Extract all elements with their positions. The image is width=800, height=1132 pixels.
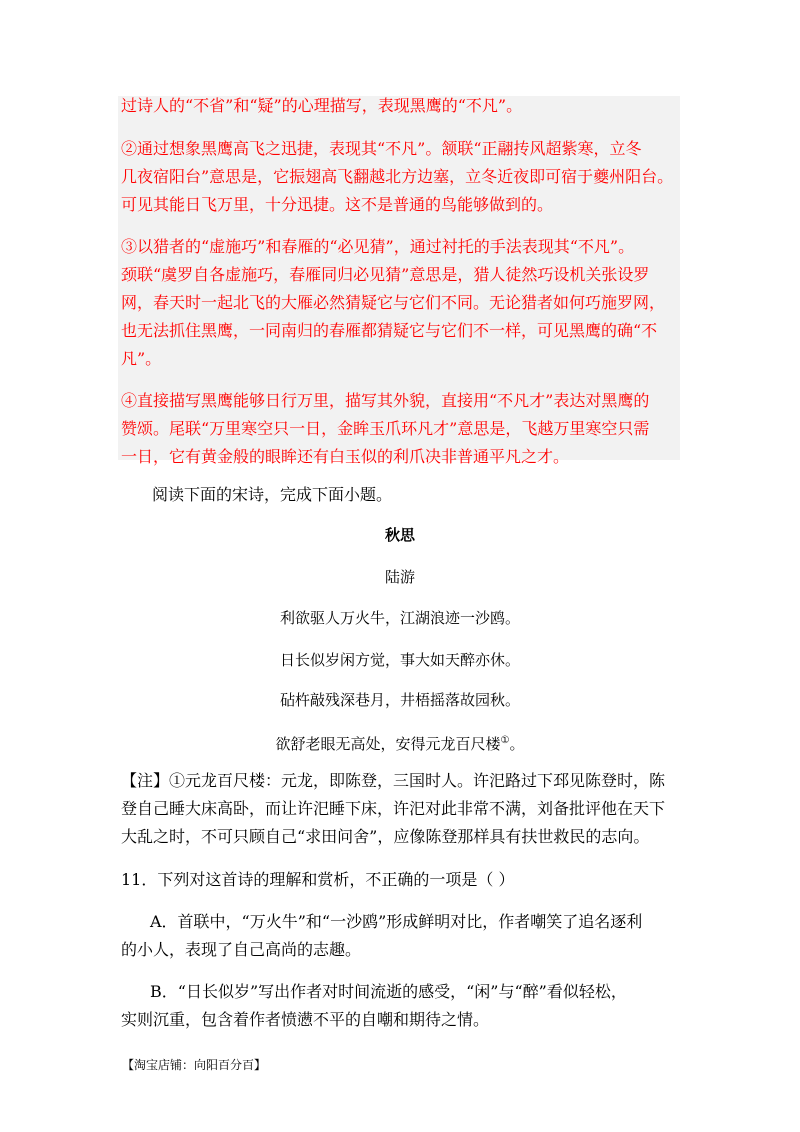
option-b-line1: B．“日长似岁”写出作者对时间流逝的感受，“闲”与“醉”看似轻松， [150, 982, 627, 1001]
answer-line: 颈联“虞罗自各虚施巧，春雁同归必见猜”意思是，猎人徒然巧设机关张设罗 [121, 265, 650, 284]
answer-line: 一日，它有黄金般的眼眸还有白玉似的利爪决非普通平凡之才。 [121, 447, 570, 466]
reading-intro: 阅读下面的宋诗，完成下面小题。 [152, 485, 393, 504]
option-a-line2: 的小人，表现了自己高尚的志趣。 [121, 940, 362, 959]
poem-title: 秋思 [384, 526, 415, 544]
answer-line: ④直接描写黑鹰能够日行万里，描写其外貌，直接用“不凡才”表达对黑鹰的 [121, 391, 650, 410]
note-line: 【注】①元龙百尺楼：元龙，即陈登，三国时人。许汜路过下邳见陈登时，陈 [121, 771, 666, 790]
poem-line-last [0, 729, 800, 756]
answer-line: 凡”。 [121, 349, 162, 368]
footer-shop-note: 【淘宝店铺：向阳百分百】 [122, 1058, 267, 1072]
option-a-line1: A．首联中，“万火牛”和“一沙鸥”形成鲜明对比，作者嘲笑了追名逐利 [150, 912, 643, 931]
note-line: 大乱之时，不可只顾自己“求田问舍”，应像陈登那样具有扶世救民的志向。 [121, 827, 650, 846]
option-b-line2: 实则沉重，包含着作者愤懑不平的自嘲和期待之情。 [121, 1010, 490, 1029]
poem-line: 日长似岁闲方觉，事大如天醉亦休。 [279, 651, 520, 669]
answer-line: 网，春天时一起北飞的大雁必然猜疑它与它们不同。无论猎者如何巧施罗网， [121, 293, 666, 312]
answer-line: 过诗人的“不省”和“疑”的心理描写，表现黑鹰的“不凡”。 [121, 96, 523, 115]
answer-line: 赞颂。尾联“万里寒空只一日，金眸玉爪环凡才”意思是，飞越万里寒空只需 [121, 419, 650, 438]
answer-line: ③以猎者的“虚施巧”和春雁的“必见猜”，通过衬托的手法表现其“不凡”。 [121, 237, 635, 256]
answer-line: 也无法抓住黑鹰，一同南归的春雁都猜疑它与它们不一样，可见黑鹰的确“不 [121, 321, 658, 340]
question-stem: 11．下列对这首诗的理解和赏析，不正确的一项是（ ） [121, 870, 515, 889]
poem-line: 利欲驱人万火牛，江湖浪迹一沙鸥。 [279, 609, 520, 627]
poem-author: 陆游 [384, 568, 415, 586]
note-line: 登自己睡大床高卧，而让许汜睡下床，许汜对此非常不满，刘备批评他在天下 [121, 799, 666, 818]
poem-line: 砧杵敲残深巷月，井梧摇落故园秋。 [279, 691, 520, 709]
footnote-mark: ① [500, 735, 510, 746]
answer-line: 几夜宿阳台”意思是，它振翅高飞翻越北方边塞，立冬近夜即可宿于夔州阳台。 [121, 167, 674, 186]
poem-line-punct: 。 [509, 735, 525, 753]
answer-line: 可见其能日飞万里，十分迅捷。这不是普通的鸟能够做到的。 [121, 195, 554, 214]
poem-line-text: 欲舒老眼无高处，安得元龙百尺楼 [275, 735, 501, 753]
answer-line: ②通过想象黑鹰高飞之迅捷，表现其“不凡”。颔联“正翮抟风超紫寒，立冬 [121, 139, 642, 158]
